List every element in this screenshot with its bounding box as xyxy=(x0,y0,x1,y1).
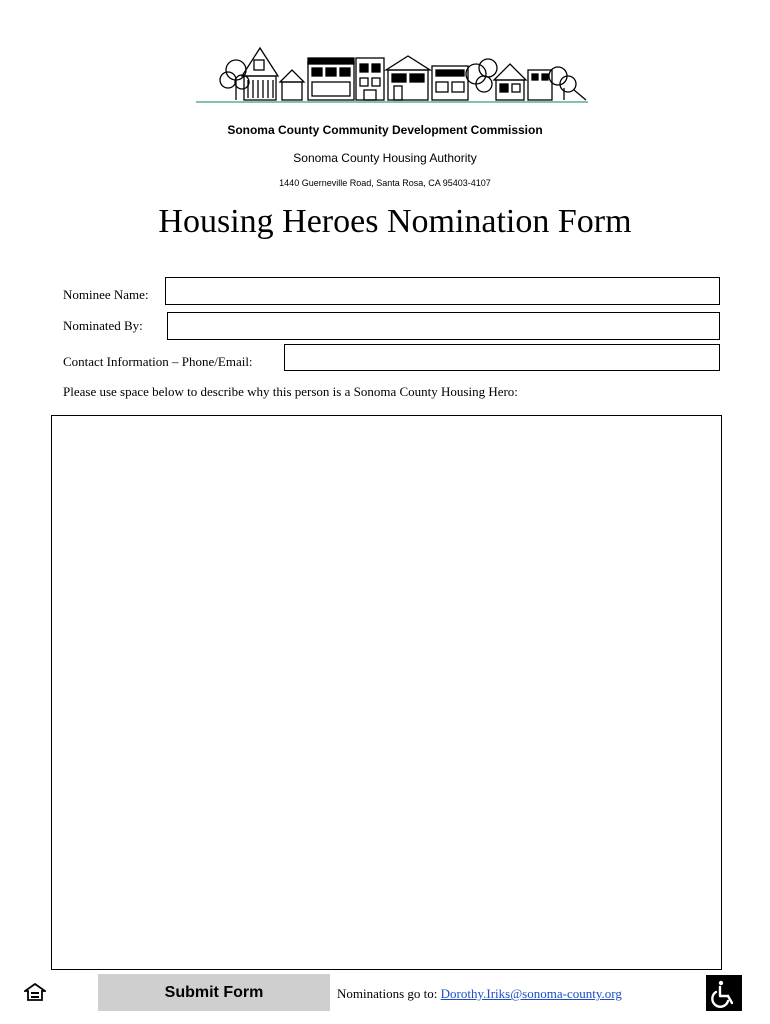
equal-housing-icon xyxy=(24,983,46,1001)
skyline-logo xyxy=(196,40,588,106)
housing-authority-name: Sonoma County Housing Authority xyxy=(293,151,477,165)
nominated-by-field[interactable] xyxy=(167,312,720,340)
submit-form-button[interactable]: Submit Form xyxy=(98,974,330,1011)
nominee-name-label: Nominee Name: xyxy=(63,287,149,302)
description-field[interactable] xyxy=(51,415,722,970)
description-prompt: Please use space below to describe why this person is a Sonoma County Housing Hero: xyxy=(63,384,518,399)
page-title: Housing Heroes Nomination Form xyxy=(158,203,632,240)
nomination-email-link[interactable]: Dorothy.Iriks@sonoma-county.org xyxy=(440,986,622,1001)
contact-information-field[interactable] xyxy=(284,344,720,371)
address: 1440 Guerneville Road, Santa Rosa, CA 95403-4107 xyxy=(279,178,491,188)
contact-information-label: Contact Information – Phone/Email: xyxy=(63,354,253,369)
nominations-prefix: Nominations go to: xyxy=(337,986,438,1001)
nominee-name-field[interactable] xyxy=(165,277,720,305)
nominated-by-label: Nominated By: xyxy=(63,318,143,333)
organization-name: Sonoma County Community Development Commission xyxy=(227,123,543,137)
nominations-note xyxy=(337,986,622,1002)
wheelchair-accessibility-icon xyxy=(706,975,742,1011)
